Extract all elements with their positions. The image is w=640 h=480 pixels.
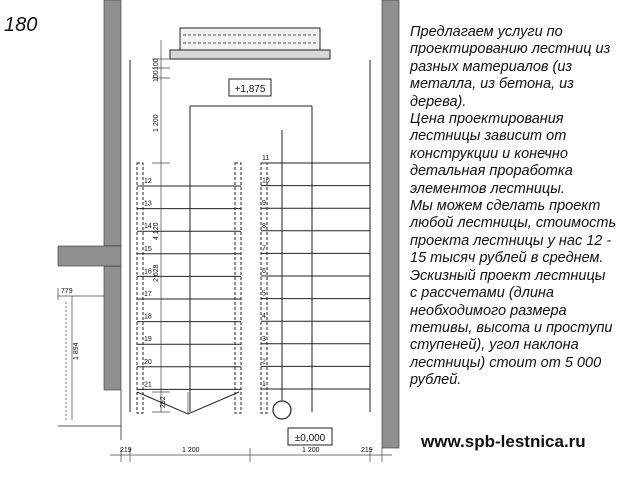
bottom-dimensions [110,448,392,462]
description-line: любой лестницы, стоимость [410,215,617,232]
step-number: 14 [144,223,152,231]
step-number: 2 [262,358,266,366]
step-number: 9 [262,200,266,208]
step-number: 13 [144,200,152,208]
description-line: с рассчетами (длина [410,285,554,302]
svg-text:4 120: 4 120 [153,222,160,240]
left-wall-upper [104,0,121,246]
svg-text:1 200: 1 200 [153,114,160,132]
svg-text:1 200: 1 200 [182,447,200,454]
description-line: рублей. [410,372,462,389]
svg-text:±0,000: ±0,000 [294,433,326,444]
website-url: www.spb-lestnica.ru [421,432,586,451]
step-number: 1 [262,381,266,388]
svg-text:1 894: 1 894 [73,342,80,360]
step-number: 3 [262,335,266,343]
description-line: разных материалов (из [410,58,573,75]
bottom-level-mark [288,428,332,445]
description-line: 15 тысяч рублей в среднем. [410,250,604,267]
step-number: 21 [144,381,152,389]
svg-text:1 200: 1 200 [302,447,320,454]
svg-text:219: 219 [361,447,373,454]
step-number: 15 [144,245,152,253]
svg-text:+1,875: +1,875 [234,84,266,95]
top-level-mark [229,79,271,96]
svg-text:219: 219 [120,447,132,454]
page-number: 180 [4,14,38,36]
walls [58,0,399,448]
svg-text:100: 100 [153,70,160,82]
description-line: тетивы, высота и проступи [410,319,613,336]
left-stub-dimension [58,288,104,420]
step-number: 17 [144,291,152,298]
dim-779: 779 [61,288,73,295]
description-line: лестницы зависит от [410,128,567,145]
description-line: ступеней), угол наклона [410,337,579,354]
landing-outline [130,60,370,412]
step-number: 20 [144,358,152,366]
description-line: Мы можем сделать проект [410,198,601,215]
step-number: 11 [262,155,270,162]
step-number: 6 [262,268,266,275]
step-number: 19 [144,336,152,344]
step-number: 12 [144,178,152,185]
service-description [410,24,638,390]
description-line: необходимого размера [410,302,567,319]
bottom-dimension-labels [120,447,373,454]
step-number: 4 [262,313,266,321]
description-line: лестницы) стоит от 5 000 [410,354,602,371]
right-wall [382,0,399,448]
svg-text:100: 100 [153,58,160,70]
step-number: 8 [262,222,266,230]
svg-text:292: 292 [160,396,167,408]
description-line: Цена проектирования [410,111,564,128]
description-line: проектированию лестниц из [410,41,611,58]
description-line: металла, из бетона, из [410,76,574,93]
description-line: элементов лестницы. [410,180,565,197]
step-number: 18 [144,313,152,321]
description-line: Эскизный проект лестницы [410,267,606,284]
description-line: Предлагаем услуги по [410,24,563,40]
step-number: 7 [262,245,266,253]
left-stub-wall [58,246,121,266]
left-flight-steps [137,178,241,389]
description-line: проекта лестницы у нас 12 - [410,232,612,249]
description-line: дерева). [410,93,467,110]
right-flight-steps [261,155,370,389]
svg-text:2 628: 2 628 [153,264,160,282]
window [170,28,330,59]
step-number: 10 [262,177,270,185]
description-line: детальная проработка [410,163,573,180]
step-number: 5 [262,290,266,298]
step-number: 16 [144,268,152,276]
description-line: конструкции и конечно [410,145,568,162]
left-wall-lower [104,266,121,390]
left-flight [137,163,241,414]
